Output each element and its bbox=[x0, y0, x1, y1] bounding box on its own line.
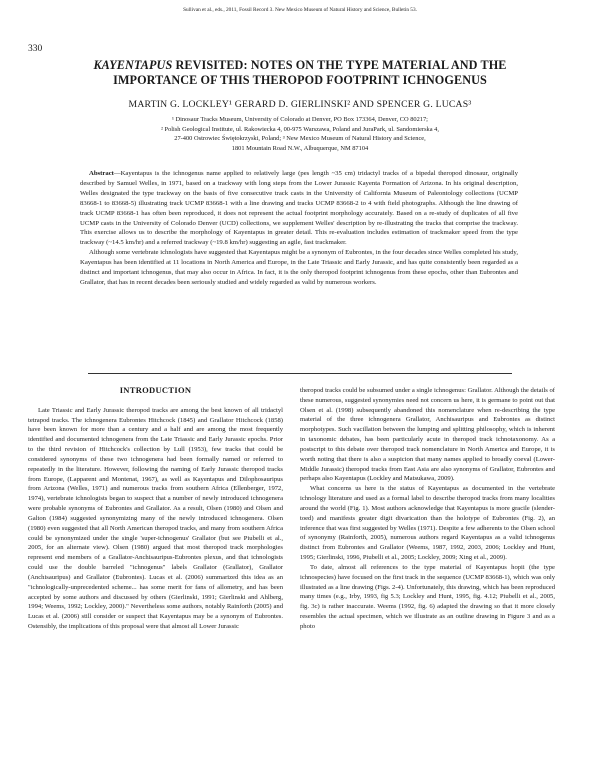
introduction-heading: INTRODUCTION bbox=[119, 385, 192, 395]
right-paragraph-2: What concerns us here is the status of Kayentapus as documented in the vertebrate ichnology literature and used as a formal label to describe theropod tracks from many localities around the world (Fig. 1). Most authors acknowledge that Kayentapus is more gracile (slender-toed) and manifests greater digit divarication than the holotype of Eubrontes (Fig. 2), an inference that was first suggested by Welles (1971). Despite a few adherents to the Olsen school of synonymy (Rainforth, 2005), numerous authors regard Kayentapus as a valid ichnogenus distinct from Eubrontes and Grallator (Weems, 1987, 1992, 2003, 2006; Lockley and Hunt, 1995; Gierlinski, 1996, Piubelli et al., 2005; Lockley, 2009; Xing et al., 2009). bbox=[300, 485, 555, 562]
abstract-paragraph-1: —Kayentapus is the ichnogenus name applied to relatively large (pes length ~35 cm) tridactyl tracks of a bipedal theropod dinosaur, originally described by Samuel Welles, in 1971, based on a trackway with long steps from the Lower Jurassic Kayenta Formation of Arizona. In his original description, Welles designated the type trackway on the basis of five consecutive track casts in the University of California Museum of Paleontology collections (UCMP 83668-1 to 83668-5) illustrating track UCMP 83668-1 with a line drawing and tracks UCMP 83668-2 to 4 with field photographs. Although the line drawing of track UCMP 83668-1 has often been reproduced, it does not represent the actual footprint morphology accurately. Based on a re-study of duplicates of all five UCMP casts in the University of Colorado Denver (UCD) collections, we supplement Welles' description by re-illustrating the tracks that comprise the trackway. This exercise allows us to describe the morphology of Kayentapus in greater detail. This re-evaluation includes estimation of trackmaker speed from the type trackway (~14.5 km/hr) and a referred trackway (~19.8 km/hr) suggesting an agile, fast trackmaker. bbox=[80, 170, 518, 247]
left-paragraph-1: Late Triassic and Early Jurassic theropod tracks are among the best known of all tridactyl tetrapod tracks. The ichnogenera Eubrontes Hitchcock (1845) and Grallator Hitchcock (1858) have been known for more than a century and a half and are among the most frequently identified and documented ichnogenera from the Late Triassic and Early Jurassic epochs. Prior to the third revision of Hitchcock's collection by Lull (1953), few tracks that could be considered synonyms of these two ichnogenera had been formally named or referred to repeatedly in the literature. However, following the naming of Early Jurassic theropod tracks from Europe, (Lapparent and Montenat, 1967), as well as Kayentapus and Dilophosauripus from Arizona (Welles, 1971) and numerous tracks from southern Africa (Ellenberger, 1972, 1974), vertebrate ichnologists began to suspect that a number of newly introduced ichnogenera were probable synonyms of Eubrontes and Grallator. As a result, Olsen (1980) and Olsen and Galton (1984) suggested synonymizing many of the newly introduced ichnogenera. Olsen (1980) even suggested that all North American theropod tracks, and many from southern Africa could be synonymized under the single 'super-ichnogenus' Grallator (but see Piubelli et al., 2005, for an alternate view). Olsen (1980) argued that most theropod track morphologies represent end members of a Grallator-Anchisauripus-Eubrontes plexus, and that ichnologists could use the double barreled "ichnogenus" labels Grallator (Grallator), Grallator (Anchisauripus) and Grallator (Eubrontes). Lucas et al. (2006) summarized this idea as an "ichnologically-unprecedented scheme... has some merit for fans of allometry, and has been accepted by some authors and discussed by others (Gierlinski, 1991; Gierlinski and Ahlberg, 1994; Weems, 1992; Lockley, 2000)." Nevertheless some authors, notably Rainforth (2005) and Lucas et al. (2006) still consider or suspect that Kayentapus may be a synonym of Eubrontes. Ostensibly, the implications of this proposal were that almost all Lower Jurassic bbox=[28, 406, 283, 631]
right-paragraph-3: To date, almost all references to the type material of Kayentapus hopii (the type ichnospecies) have focused on the first track in the sequence (UCMP 83668-1), which was only illustrated as a line drawing (Figs. 2-4). Unfortunately, this drawing, which has been reproduced many times (e.g., Irby, 1993, fig 5.3; Lockley and Hunt, 1995, fig. 4.12; Piubelli et al., 2005, fig. 3c) is rather inaccurate. Weems (1992, fig. 6) adapted the drawing so that it more closely resembles the actual specimen, which we illustrate as an outline drawing in Figure 3 and as a photo bbox=[300, 563, 555, 630]
page-number: 330 bbox=[28, 44, 43, 54]
title-genus: KAYENTAPUS bbox=[93, 58, 173, 72]
abstract bbox=[80, 169, 518, 288]
abstract-paragraph-2: Although some vertebrate ichnologists have suggested that Kayentapus might be a synonym of Eubrontes, in the four decades since Welles completed his study, Kayentapus has been identified at 11 locations in North America and Europe, in the Late Triassic and Early Jurassic, and has quite consistently been regarded as a distinct and important ichnogenus, that may also occur in Africa. In fact, it is the only theropod footprint ichnogenus from these epochs, other than Eubrontes and Grallator, that has in recent decades been seriously studied and widely regarded as valid by numerous workers. bbox=[80, 249, 518, 286]
right-column bbox=[300, 386, 555, 632]
right-paragraph-1: theropod tracks could be subsumed under a single ichnogenus: Grallator. Although the details of these numerous, suggested synonymies need not concern us here, it is germane to point out that Olsen et al. (1998) subsequently abandoned this nomenclature when re-describing the type material of the three ichnogenera Grallator, Anchisauripus and Eubrontes as distinct morphotypes. Such vacillation between the lumping and splitting philosophy, which is inherent in taxonomic debates, has been particularly acute in theropod track ichnotaxonomy. As a postscript to this debate over theropod track nomenclature in North America and Europe, it is worth noting that there is also a suspicion that many names applied to broadly coeval (Lower-Middle Jurassic) theropod tracks from East Asia are also synonyms of Grallator, Eubrontes and perhaps also Kayentapus (Lockley and Matsukawa, 2009). bbox=[300, 387, 555, 483]
running-header: Sullivan et al., eds., 2011, Fossil Record 3. New Mexico Museum of Natural History and Science, Bulletin 53. bbox=[183, 7, 417, 13]
affiliation-1: ¹ Dinosaur Tracks Museum, University of Colorado at Denver, PO Box 173364, Denver, CO 80217; bbox=[172, 116, 428, 123]
affiliation-3: 27-400 Ostrowiec Świętokrzyski, Poland; ³ New Mexico Museum of Natural History and Science, bbox=[174, 135, 426, 143]
paper-title bbox=[70, 58, 530, 88]
title-line1: REVISITED: NOTES ON THE TYPE MATERIAL AND THE bbox=[172, 58, 507, 72]
affiliation-2: ² Polish Geological Institute, ul. Rakowiecka 4, 00-975 Warszawa, Poland and JuraPark, ul. Sandomierska 4, bbox=[161, 125, 439, 133]
affiliations bbox=[90, 115, 510, 154]
abstract-label: Abstract bbox=[89, 170, 114, 177]
affiliation-4: 1801 Mountain Road N.W., Albuquerque, NM 87104 bbox=[231, 145, 369, 153]
left-column bbox=[28, 386, 283, 632]
title-line2: IMPORTANCE OF THIS THEROPOD FOOTPRINT ICHNOGENUS bbox=[113, 73, 487, 87]
authors: MARTIN G. LOCKLEY¹ GERARD D. GIERLINSKI² AND SPENCER G. LUCAS³ bbox=[128, 99, 472, 110]
section-divider bbox=[88, 373, 512, 374]
